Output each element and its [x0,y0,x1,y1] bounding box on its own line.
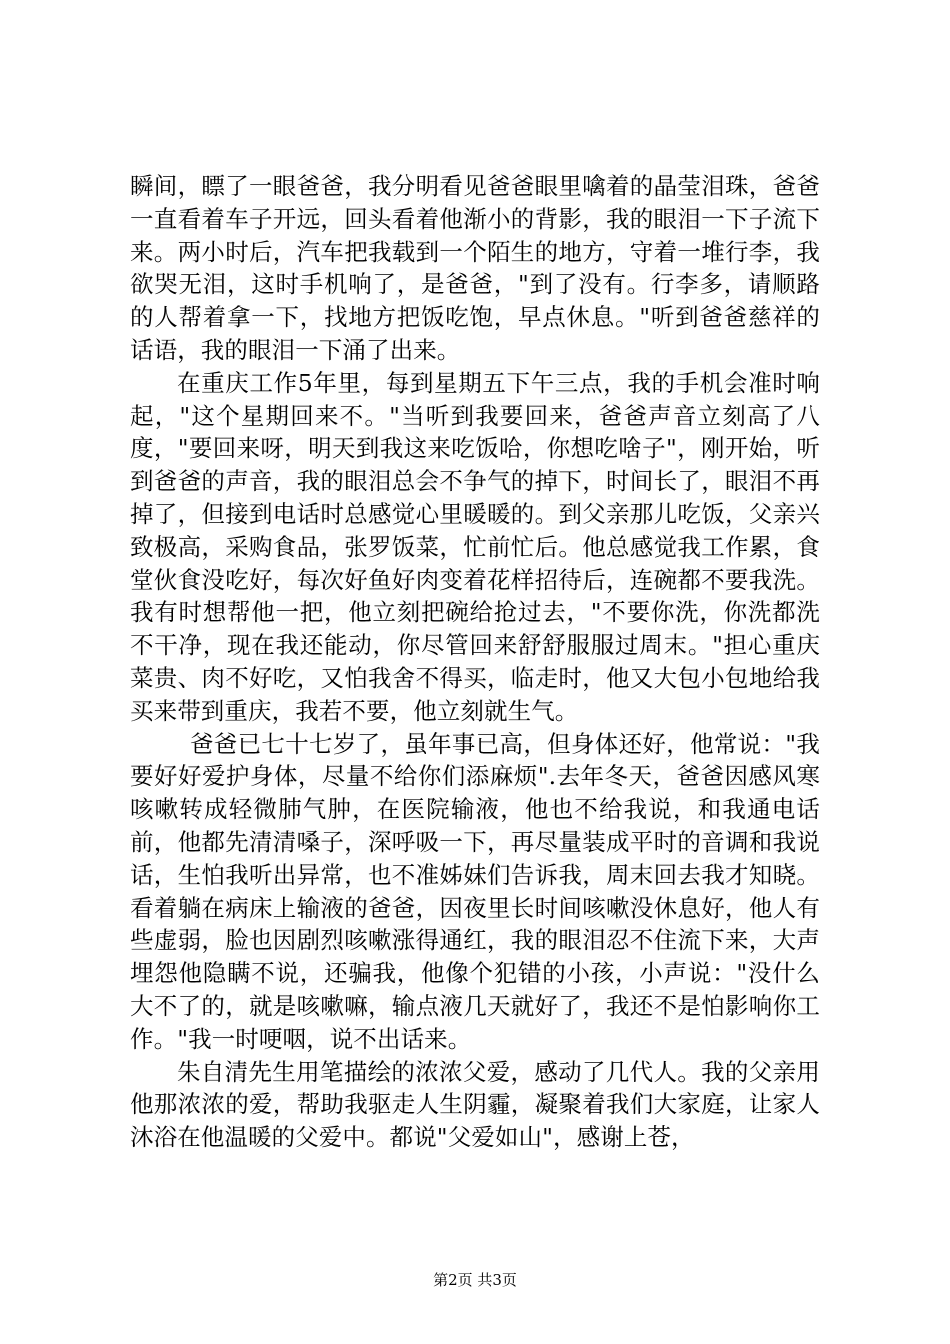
paragraph-3: 爸爸已七十七岁了，虽年事已高，但身体还好，他常说："我要好好爱护身体，尽量不给你们添麻烦".去年冬天，爸爸因感风寒咳嗽转成轻微肺气肿，在医院输液，他也不给我说，和我通电话前，他都先清清嗓子，深呼吸一下，再尽量装成平时的音调和我说话，生怕我听出异常，也不准姊妹们告诉我，周末回去我才知晓。看着躺在病床上输液的爸爸，因夜里长时间咳嗽没休息好，他人有些虚弱，脸也因剧烈咳嗽涨得通红，我的眼泪忍不住流下来，大声埋怨他隐瞒不说，还骗我，他像个犯错的小孩，小声说："没什么大不了的，就是咳嗽嘛，输点液几天就好了，我还不是怕影响你工作。"我一时哽咽，说不出话来。 [130,729,820,1053]
article-body [130,170,820,1154]
paragraph-2: 在重庆工作5年里，每到星期五下午三点，我的手机会准时响起，"这个星期回来不。"当听到我要回来，爸爸声音立刻高了八度，"要回来呀，明天到我这来吃饭哈，你想吃啥子"，刚开始，听到爸爸的声音，我的眼泪总会不争气的掉下，时间长了，眼泪不再掉了，但接到电话时总感觉心里暖暖的。到父亲那儿吃饭，父亲兴致极高，采购食品，张罗饭菜，忙前忙后。他总感觉我工作累，食堂伙食没吃好，每次好鱼好肉变着花样招待后，连碗都不要我洗。我有时想帮他一把，他立刻把碗给抢过去，"不要你洗，你洗都洗不干净，现在我还能动，你尽管回来舒舒服服过周末。"担心重庆菜贵、肉不好吃，又怕我舍不得买，临走时，他又大包小包地给我买来带到重庆，我若不要，他立刻就生气。 [130,368,820,725]
paragraph-4: 朱自清先生用笔描绘的浓浓父爱，感动了几代人。我的父亲用他那浓浓的爱，帮助我驱走人生阴霾，凝聚着我们大家庭，让家人沐浴在他温暖的父爱中。都说"父爱如山"，感谢上苍， [130,1057,820,1152]
paragraph-1: 瞬间，瞟了一眼爸爸，我分明看见爸爸眼里噙着的晶莹泪珠，爸爸一直看着车子开远，回头看着他渐小的背影，我的眼泪一下子流下来。两小时后，汽车把我载到一个陌生的地方，守着一堆行李，我欲哭无泪，这时手机响了，是爸爸，"到了没有。行李多，请顺路的人帮着拿一下，找地方把饭吃饱，早点休息。"听到爸爸慈祥的话语，我的眼泪一下涌了出来。 [130,172,820,364]
page-footer: 第2页 共3页 [433,1271,517,1289]
